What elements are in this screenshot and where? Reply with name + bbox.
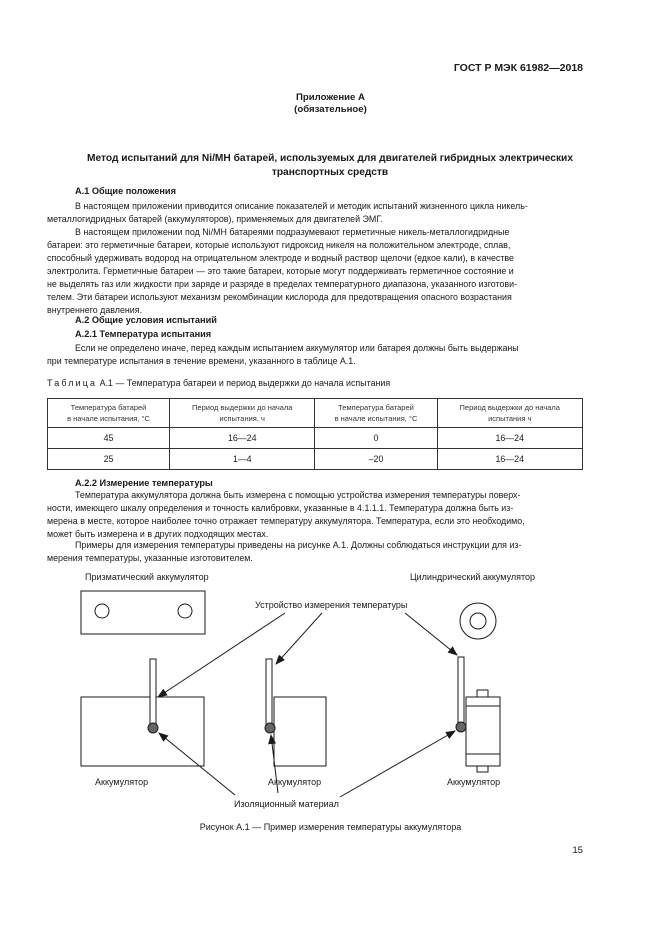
annex-title: Приложение А xyxy=(296,92,365,103)
insulation-dot xyxy=(265,723,275,733)
text-line: батареи: это герметичные батареи, которые используют гидроксид никеля на положительном электроде, сплав, xyxy=(47,240,511,250)
prismatic-top-view xyxy=(81,591,205,634)
figure-battery-temperature xyxy=(0,560,661,820)
table-cell: 16—24 xyxy=(437,449,583,470)
table-row xyxy=(48,449,583,470)
section-heading-a1: А.1 Общие положения xyxy=(75,186,176,196)
table-header-cell: Период выдержки до начала испытания, ч xyxy=(170,399,315,428)
paragraph-a1-2 xyxy=(47,226,582,317)
text-line: мерения температуры, указанные изготовителем. xyxy=(47,553,253,563)
table-cell: 25 xyxy=(48,449,170,470)
text-line: Температура аккумулятора должна быть измерена с помощью устройства измерения температуры поверх- xyxy=(75,490,521,500)
subsection-heading-a22: А.2.2 Измерение температуры xyxy=(75,478,213,488)
table-row xyxy=(48,428,583,449)
text-line: электролита. Герметичные батареи — это такие батареи, которые могут поддерживать герметичное состояние и xyxy=(47,266,514,276)
cylinder-top-view xyxy=(460,603,496,639)
text-line: В настоящем приложении приводится описание показателей и методик испытаний жизненного цикла никель- xyxy=(75,201,528,211)
label-insulation: Изоляционный материал xyxy=(234,799,339,809)
table-caption-text: А.1 — Температура батареи и период выдержки до начала испытания xyxy=(97,378,391,388)
prismatic-side-view xyxy=(274,697,326,766)
text-line: мерена в месте, которое наиболее точно отражает температуру аккумулятора. Температура, если это необходимо, xyxy=(47,516,525,526)
section-heading-a2: А.2 Общие условия испытаний xyxy=(75,315,217,325)
table-caption xyxy=(47,378,390,388)
page-number: 15 xyxy=(572,845,583,856)
text-line: Примеры для измерения температуры приведены на рисунке А.1. Должны соблюдаться инструкции для из- xyxy=(75,540,522,550)
text-line: Если не определено иначе, перед каждым испытанием аккумулятор или батарея должны быть выдержаны xyxy=(75,343,519,353)
paragraph-a1-1 xyxy=(47,200,582,226)
table-cell: 1—4 xyxy=(170,449,315,470)
table-header-cell: Температура батарей в начале испытания, °С xyxy=(315,399,437,428)
table-cell: 16—24 xyxy=(170,428,315,449)
label-battery: Аккумулятор xyxy=(95,777,149,787)
text-line: способный удерживать водород на отрицательном электроде и водный раствор щелочи (едкое кали), в качестве xyxy=(47,253,514,263)
table-header-cell: Период выдержки до начала испытания ч xyxy=(437,399,583,428)
cylinder-base xyxy=(477,766,488,772)
main-title-line: транспортных средств xyxy=(271,167,389,178)
text-line: может быть измерена и в других подходящих местах. xyxy=(47,529,269,539)
arrow-insulation xyxy=(159,733,235,795)
cylinder-cap xyxy=(477,690,488,697)
annex-status: (обязательное) xyxy=(294,104,367,115)
figure-caption: Рисунок А.1 — Пример измерения температуры аккумулятора xyxy=(199,822,462,832)
text-line: при температуре испытания в течение времени, указанного в таблице А.1. xyxy=(47,356,356,366)
table-cell: 0 xyxy=(315,428,437,449)
temperature-probe xyxy=(458,657,464,725)
prismatic-front-view xyxy=(81,697,204,766)
temperature-probe xyxy=(150,659,156,727)
text-line: металлогидридных батарей (аккумуляторов), применяемых для двигателей ЭМГ. xyxy=(47,214,383,224)
terminal-icon xyxy=(178,604,192,618)
main-title xyxy=(60,152,600,180)
table-cell: 45 xyxy=(48,428,170,449)
table-header-cell: Температура батарей в начале испытания, °С xyxy=(48,399,170,428)
label-battery: Аккумулятор xyxy=(268,777,322,787)
table-cell: –20 xyxy=(315,449,437,470)
insulation-dot xyxy=(456,722,466,732)
label-cylindrical: Цилиндрический аккумулятор xyxy=(410,572,536,582)
text-line: В настоящем приложении под Ni/MH батареями подразумевают герметичные никель-металлогидридные xyxy=(75,227,510,237)
text-line: не выделять газ или жидкости при заряде и разряде в пределах температурного диапазона, указанного изготови- xyxy=(47,279,518,289)
subsection-heading-a21: А.2.1 Температура испытания xyxy=(75,329,212,339)
table-header-row xyxy=(48,399,583,428)
text-line: ности, имеющего шкалу определения и точность калибровки, указанные в 4.1.1.1. Температура должна быть из- xyxy=(47,503,514,513)
label-device: Устройство измерения температуры xyxy=(255,600,408,610)
main-title-line: Метод испытаний для Ni/MH батарей, используемых для двигателей гибридных электрических xyxy=(87,153,573,164)
label-prismatic: Призматический аккумулятор xyxy=(85,572,209,582)
table-caption-word: Таблица xyxy=(47,378,98,388)
text-line: телем. Эти батареи используют механизм рекомбинации кислорода для предотвращения опасного возрастания xyxy=(47,292,512,302)
arrow-device xyxy=(276,613,322,664)
terminal-icon xyxy=(95,604,109,618)
table-cell: 16—24 xyxy=(437,428,583,449)
data-table xyxy=(47,398,583,470)
cylinder-terminal-icon xyxy=(470,613,486,629)
arrow-device xyxy=(405,613,457,655)
standard-designation: ГОСТ Р МЭК 61982—2018 xyxy=(453,62,583,74)
insulation-dot xyxy=(148,723,158,733)
paragraph-a21 xyxy=(47,342,582,368)
cylinder-body xyxy=(466,697,500,766)
arrow-insulation xyxy=(340,731,455,797)
label-battery: Аккумулятор xyxy=(447,777,501,787)
temperature-probe xyxy=(266,659,272,727)
text-line: внутреннего давления. xyxy=(47,305,143,315)
paragraph-a22-1 xyxy=(47,489,582,541)
